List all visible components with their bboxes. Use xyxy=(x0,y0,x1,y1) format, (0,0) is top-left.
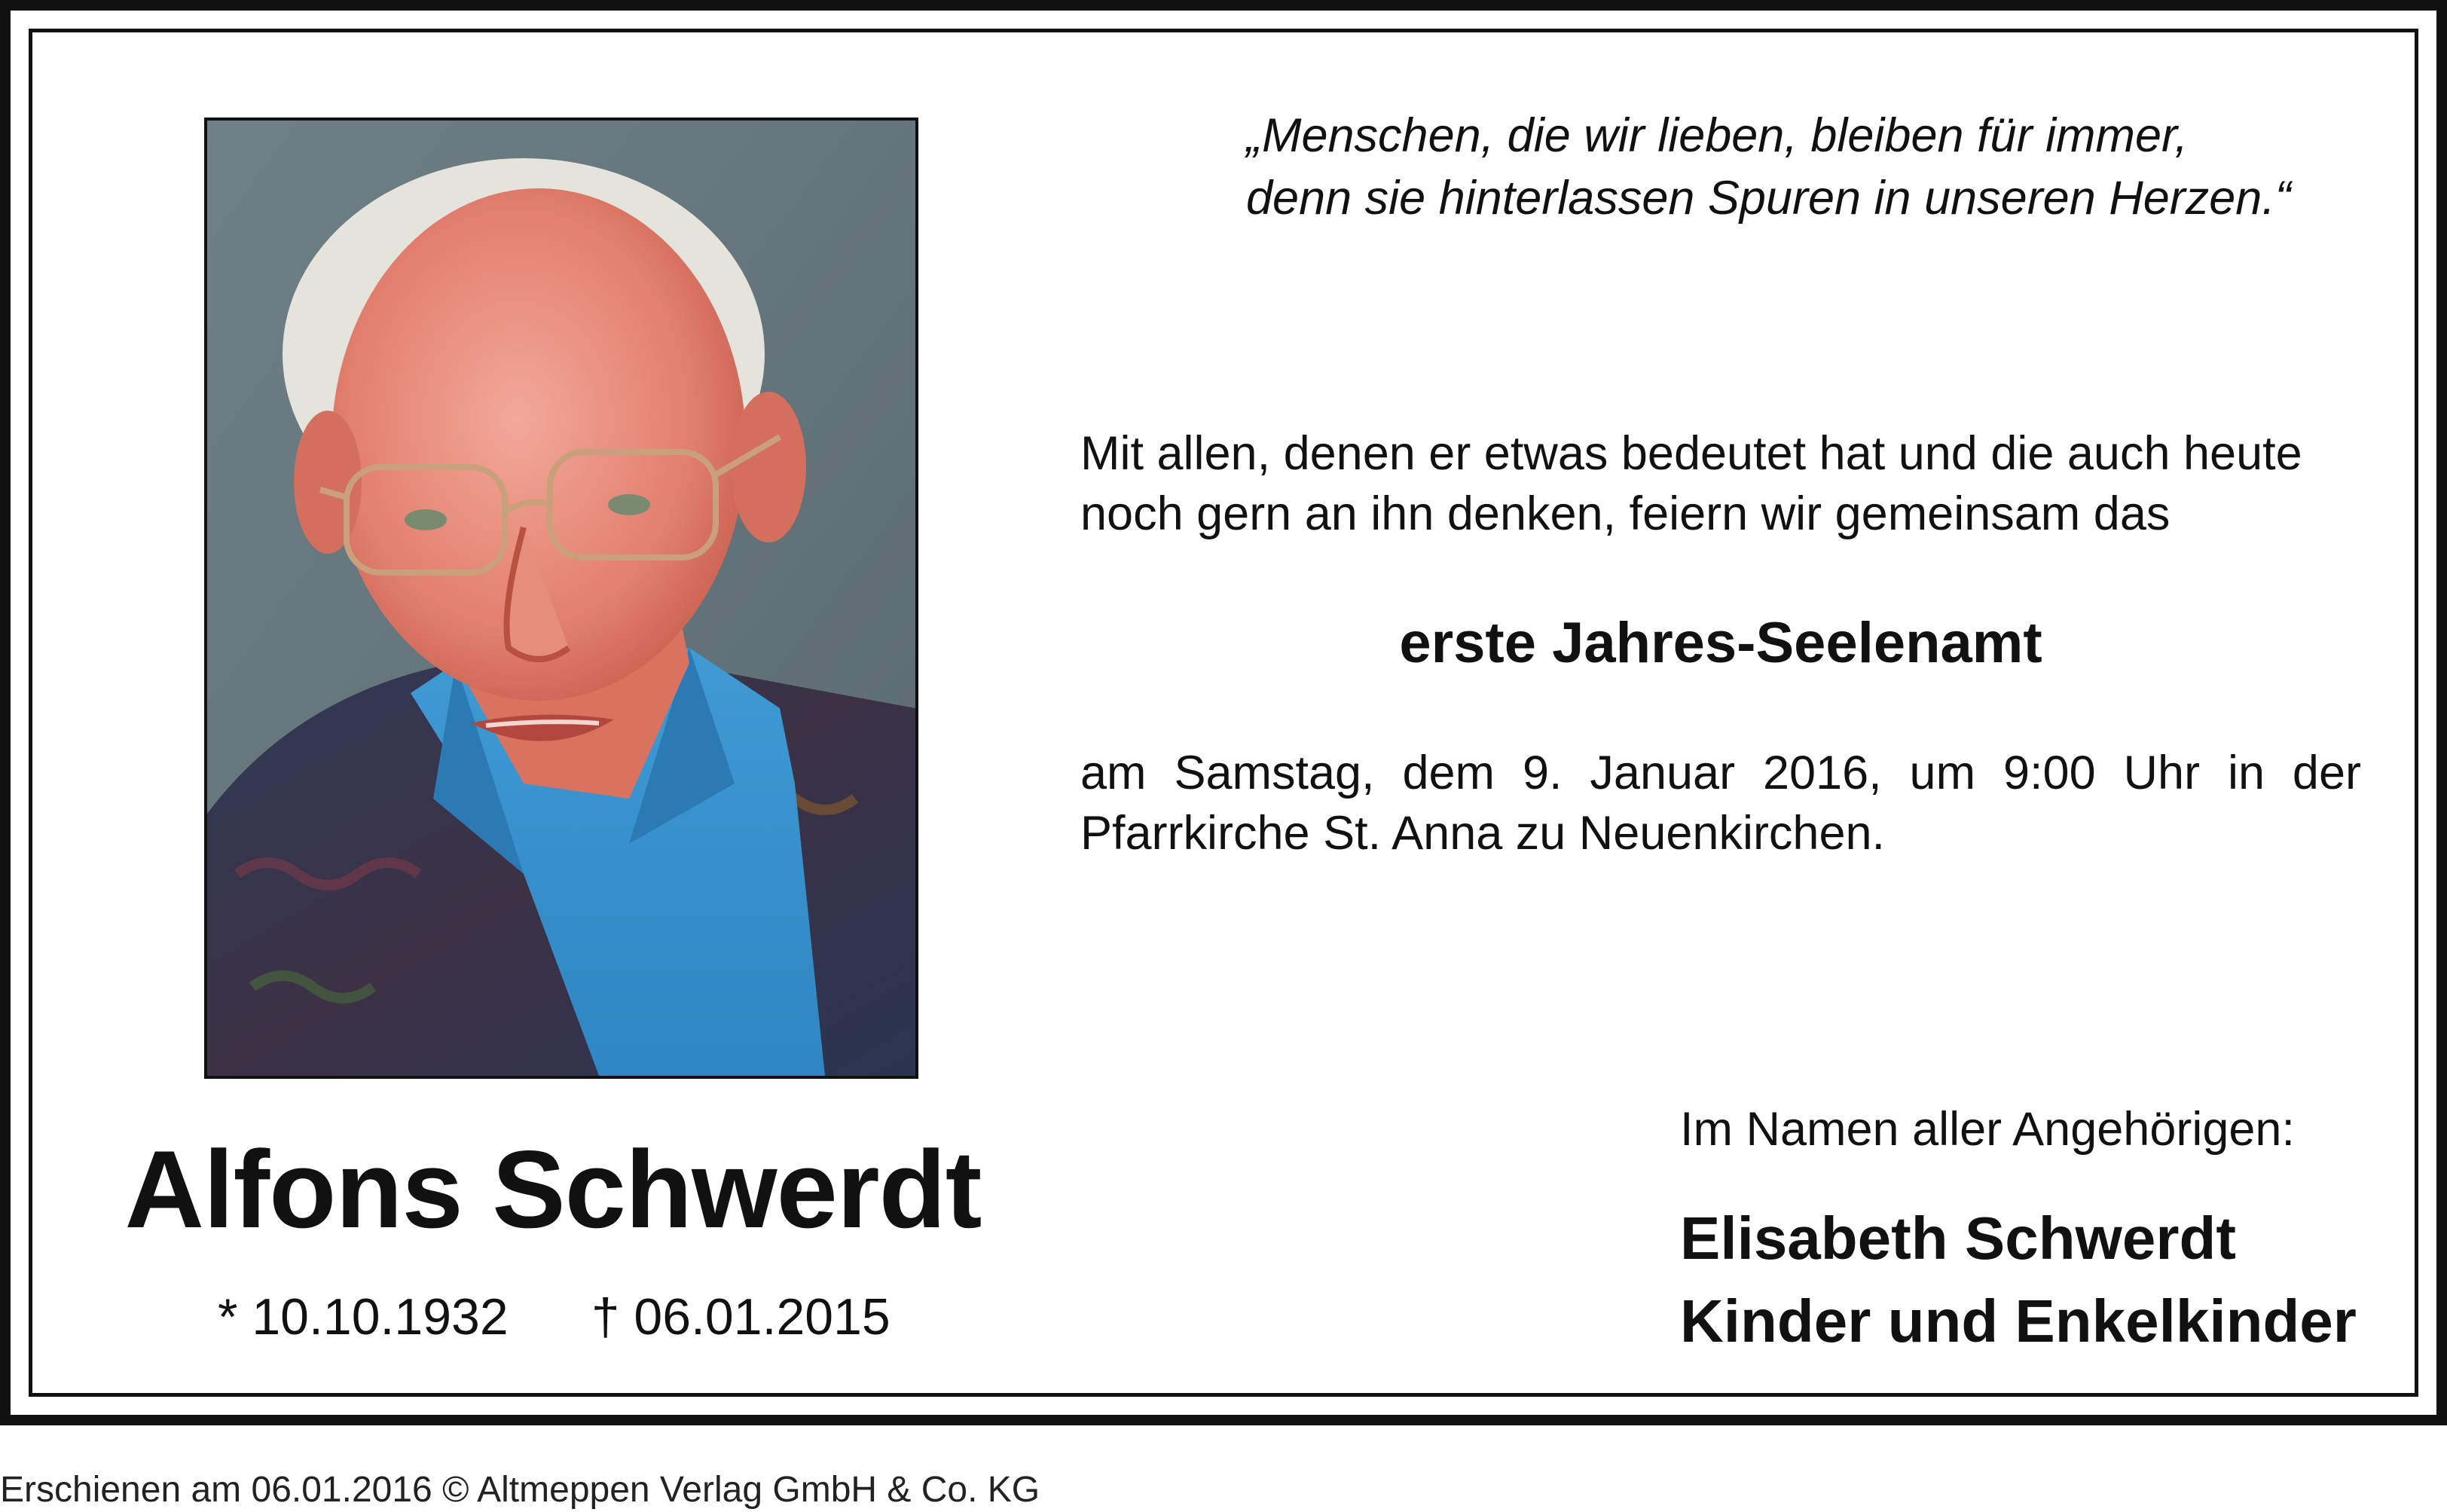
quote-line-1: „Menschen, die wir lieben, bleiben für immer, xyxy=(1246,109,2189,162)
deceased-name: Alfons Schwerdt xyxy=(124,1128,982,1251)
service-headline: erste Jahres-Seelenamt xyxy=(1399,611,2042,675)
signoff-names xyxy=(1680,1197,2357,1363)
quote-line-2: denn sie hinterlassen Spuren in unseren Herzen.“ xyxy=(1246,172,2291,225)
service-detail-line-2: Pfarrkirche St. Anna zu Neuenkirchen. xyxy=(1080,807,1886,860)
service-detail-line-1: am Samstag, dem 9. Januar 2016, um 9:00 Uhr in der xyxy=(1080,747,2361,799)
invitation-paragraph xyxy=(1080,423,2361,544)
signoff-name-1: Elisabeth Schwerdt xyxy=(1680,1205,2236,1272)
birth-date: * 10.10.1932 xyxy=(218,1288,509,1346)
portrait-illustration xyxy=(207,121,915,1076)
death-date: † 06.01.2015 xyxy=(591,1288,891,1346)
invitation-line-2: noch gern an ihn denken, feiern wir gemeinsam das xyxy=(1080,487,2171,540)
publication-footer: Erschienen am 06.01.2016 © Altmeppen Verlag GmbH & Co. KG xyxy=(0,1470,1040,1510)
signoff-name-2: Kinder und Enkelkinder xyxy=(1680,1287,2357,1355)
service-details xyxy=(1080,743,2361,863)
invitation-line-1: Mit allen, denen er etwas bedeutet hat und die auch heute xyxy=(1080,427,2302,480)
life-dates xyxy=(218,1288,891,1346)
portrait-photo xyxy=(204,118,918,1079)
signoff-intro: Im Namen aller Angehörigen: xyxy=(1680,1103,2295,1156)
memorial-quote xyxy=(1246,105,2291,230)
